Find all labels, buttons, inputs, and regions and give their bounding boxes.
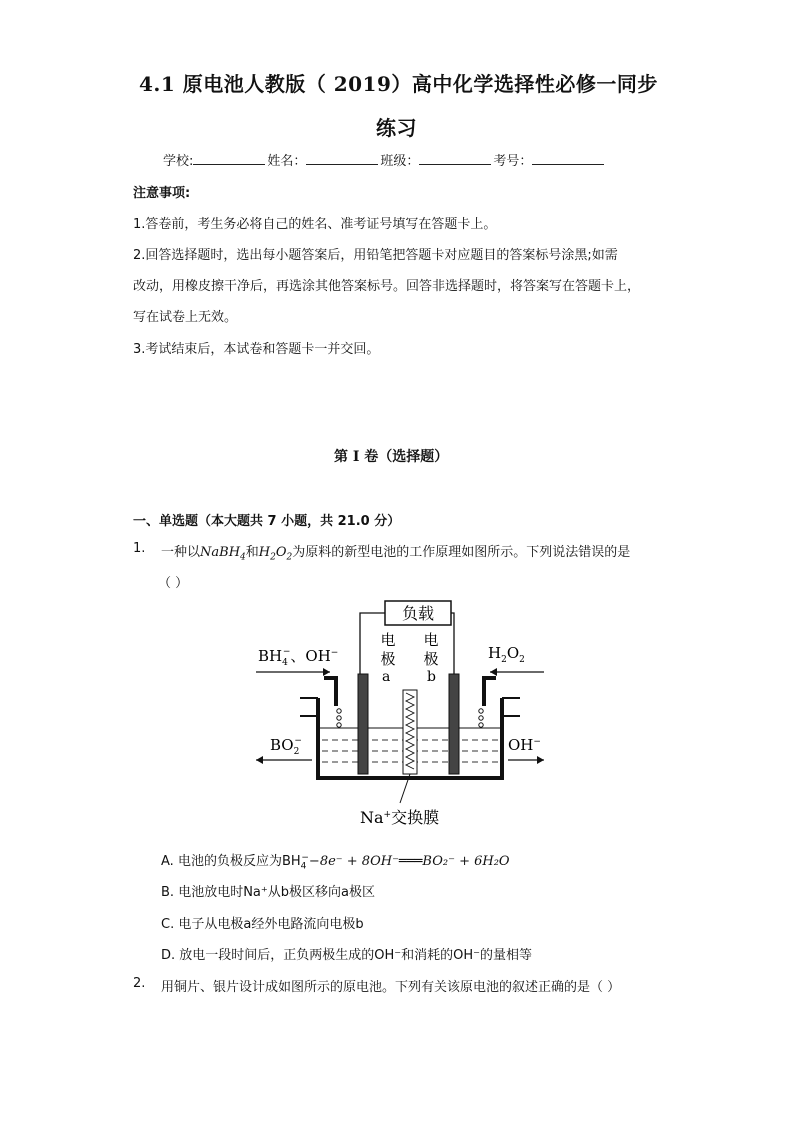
left-inflow-label: $BH_4-$、OH− [258,647,339,668]
section-title: 一、单选题（本大题共 7 小题，共 21.0 分） [133,514,401,529]
electrode-a [358,674,368,774]
q1-option-d[interactable] [161,944,532,963]
number-blank[interactable] [532,152,604,165]
electrode-a-letter: a [382,669,391,685]
school-blank[interactable] [193,152,265,165]
name-blank[interactable] [306,152,378,165]
q1-option-a[interactable] [161,850,510,872]
name-label: 姓名： [267,154,307,169]
notice-item-2-end: 写在试卷上无效。 [133,310,238,325]
option-a-sub: 4 [300,861,307,872]
doc-title-line2: 练习 [376,116,417,140]
electrode-a-text-2: 极 [380,650,396,668]
notice-item-1: 1.答卷前，考生务必将自己的姓名、准考证号填写在答题卡上。 [133,217,497,232]
q1-and: 和 [245,545,259,560]
option-a-equation: −8e⁻ + 8OH⁻═══BO₂⁻ + 6H₂O [308,854,510,869]
q1-nabh4: NaBH$_4$ [200,545,246,563]
membrane-label: Na+交换膜 [360,808,440,827]
q2-stem: 用铜片、银片设计成如图所示的原电池。下列有关该原电池的叙述正确的是（ ） [161,980,621,995]
student-info-line [163,150,606,169]
option-b-text: 电池放电时Na⁺从b极区移向a极区 [178,885,375,900]
option-a-letter: A. [161,854,174,869]
q1-stem-b: 为原料的新型电池的工作原理如图所示。下列说法错误的是 [292,545,631,560]
volume-title: 第 I 卷（选择题） [334,449,449,465]
electrode-b [449,674,459,774]
q2-number: 2. [133,976,146,991]
notice-title: 注意事项: [133,186,191,201]
right-outflow-label: OH− [508,736,541,754]
load-label: 负载 [401,604,435,623]
q1-stem [161,541,630,563]
notice-item-3: 3.考试结束后，本试卷和答题卡一并交回。 [133,342,380,357]
q1-h2o2: $H_2O_2$ [258,545,293,563]
electrode-b-text-2: 极 [423,650,439,668]
option-c-text: 电子从电极a经外电路流向电极b [178,917,364,932]
q1-option-c[interactable] [161,913,364,932]
q1-option-b[interactable] [161,881,375,900]
notice-item-2-cont: 改动，用橡皮擦干净后，再选涂其他答案标号。回答非选择题时，将答案写在答题卡上， [133,279,641,294]
right-inflow-label: $H_2O_2$ [488,644,525,665]
option-a-sup: − [301,852,309,863]
left-tube [324,678,336,706]
doc-title-line1: 4.1 原电池人教版（ 2019）高中化学选择性必修一同步 [139,72,658,96]
option-d-letter: D. [161,948,176,963]
number-label: 考号： [493,154,533,169]
q1-number: 1. [133,541,146,556]
option-c-letter: C. [161,917,175,932]
option-a-pre: 电池的负极反应为BH [177,854,301,869]
electrode-b-letter: b [427,669,436,685]
class-label: 班级： [380,154,420,169]
q1-stem-a: 一种以 [161,545,201,560]
electrode-a-text-1: 电 [380,631,396,649]
option-b-letter: B. [161,885,175,900]
q1-battery-diagram [250,598,550,840]
right-tube [484,678,496,706]
class-blank[interactable] [419,152,491,165]
option-d-text: 放电一段时间后，正负两极生成的OH⁻和消耗的OH⁻的量相等 [179,948,533,963]
notice-item-2: 2.回答选择题时，选出每小题答案后，用铅笔把答题卡对应题目的答案标号涂黑;如需 [133,248,618,263]
left-outflow-label: $BO_2-$ [270,736,302,757]
school-label: 学校: [163,154,194,169]
electrode-b-text-1: 电 [423,631,439,649]
q1-paren: （ ） [158,576,189,591]
